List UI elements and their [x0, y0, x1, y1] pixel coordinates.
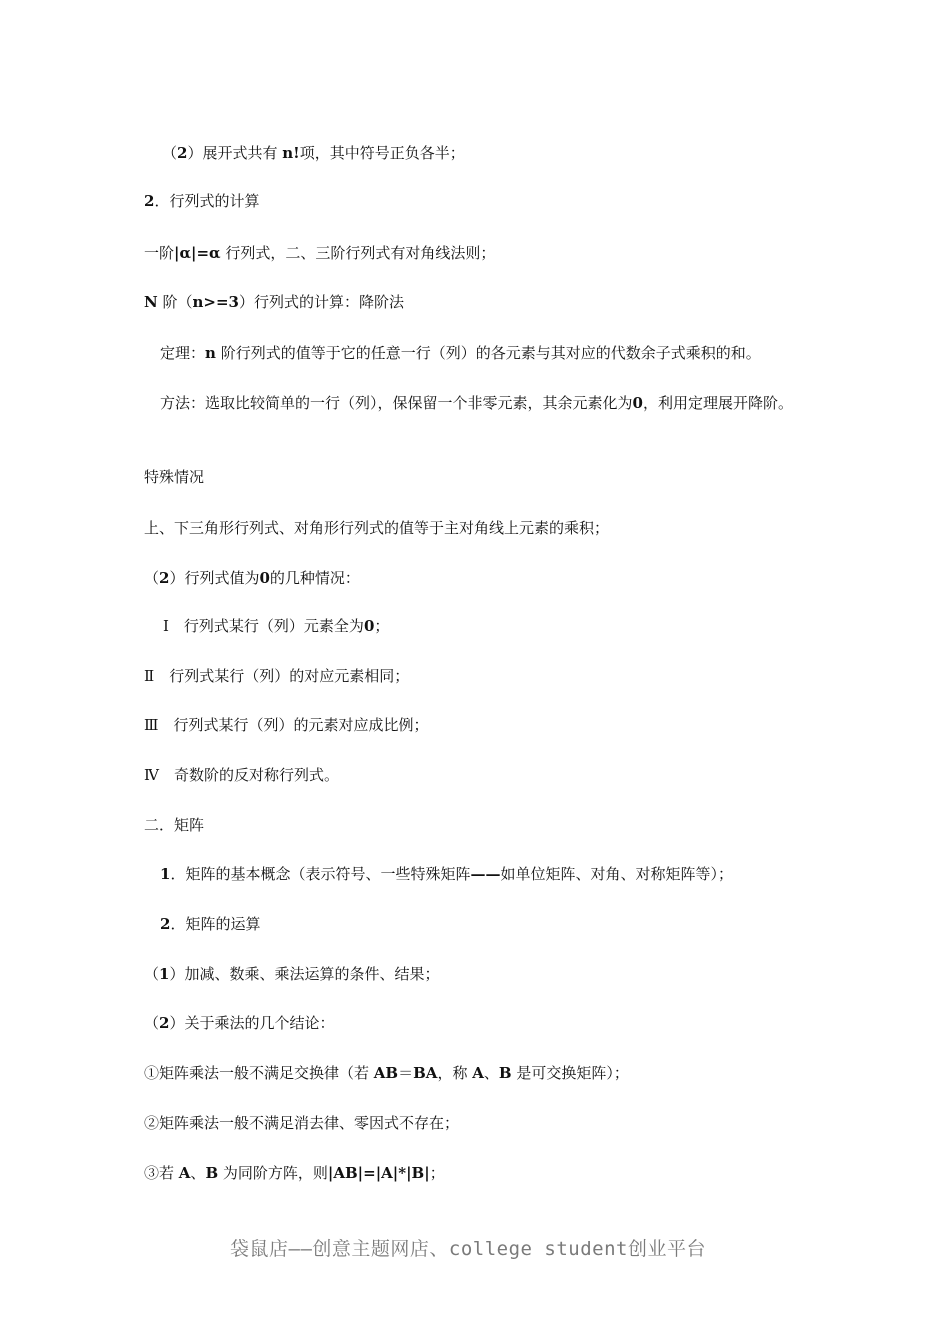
text-segment: 一阶 [144, 244, 175, 262]
text-line [144, 813, 204, 837]
text-segment: ）加减、数乘、乘法运算的条件、结果； [169, 965, 440, 983]
text-line [144, 241, 495, 265]
text-line [144, 962, 439, 986]
text-segment: B [498, 1064, 512, 1082]
text-segment: 1 [160, 865, 171, 883]
text-line [160, 862, 733, 886]
text-segment: A [472, 1064, 484, 1082]
text-segment: 如单位矩阵、对角、对称矩阵等）； [500, 865, 733, 883]
text-line [144, 1061, 629, 1085]
text-line [144, 763, 339, 787]
text-segment: A [178, 1164, 191, 1182]
text-segment: ）展开式共有 [187, 144, 283, 162]
text-line [144, 290, 404, 314]
text-segment: 为同阶方阵，则 [218, 1164, 328, 1182]
text-segment: ．矩阵的运算 [170, 915, 261, 933]
text-segment: n [205, 344, 216, 362]
text-segment: 阶行列式的值等于它的任意一行（列）的各元素与其对应的代数余子式乘积的和。 [215, 344, 761, 362]
text-line [160, 341, 761, 365]
text-segment: n>=3 [192, 293, 239, 311]
text-line [162, 141, 465, 165]
text-line [144, 713, 428, 737]
text-segment: 0 [259, 569, 270, 587]
text-segment: ； [374, 617, 390, 635]
text-segment: Ⅳ 奇数阶的反对称行列式。 [144, 766, 339, 784]
text-segment: 的几种情况： [269, 569, 360, 587]
text-segment: 2 [160, 915, 171, 933]
text-segment: ，称 [437, 1064, 473, 1082]
text-segment: ．行列式的计算 [154, 192, 260, 210]
text-segment: 特殊情况 [144, 468, 205, 486]
text-segment: （ [144, 569, 160, 587]
text-segment: |α|=α [174, 244, 221, 262]
text-segment: 二．矩阵 [144, 816, 205, 834]
text-segment: （ [162, 144, 178, 162]
text-segment: （ [144, 1014, 160, 1032]
text-line [144, 516, 609, 540]
text-segment: 2 [159, 569, 170, 587]
text-segment: 、 [483, 1064, 499, 1082]
text-line [144, 1011, 334, 1035]
text-segment: ）行列式值为 [169, 569, 260, 587]
text-segment: |AB|=|A|*|B| [327, 1164, 430, 1182]
text-segment: ．矩阵的基本概念（表示符号、一些特殊矩阵 [170, 865, 471, 883]
text-segment: 1 [159, 965, 170, 983]
text-segment: —— [470, 865, 501, 883]
text-segment: Ⅰ 行列式某行（列）元素全为 [163, 617, 364, 635]
text-line [163, 614, 389, 638]
text-line [144, 465, 204, 489]
text-segment: 2 [177, 144, 188, 162]
text-segment: AB [373, 1064, 399, 1082]
text-segment: B [205, 1164, 219, 1182]
text-segment: N [144, 293, 158, 311]
text-line [144, 664, 409, 688]
text-segment: 阶（ [157, 293, 193, 311]
text-segment: ）关于乘法的几个结论： [169, 1014, 335, 1032]
text-segment: Ⅱ 行列式某行（列）的对应元素相同； [144, 667, 410, 685]
text-segment: 项，其中符号正负各半； [299, 144, 465, 162]
text-line [144, 566, 360, 590]
text-segment: ②矩阵乘法一般不满足消去律、零因式不存在； [144, 1114, 460, 1132]
footer-watermark: 袋鼠店——创意主题网店、college student创业平台 [230, 1238, 706, 1260]
text-segment: ＝ [398, 1064, 414, 1082]
text-segment: ①矩阵乘法一般不满足交换律（若 [144, 1064, 374, 1082]
text-segment: 行列式，二、三阶行列式有对角线法则； [220, 244, 496, 262]
text-line [144, 1161, 445, 1185]
text-line [160, 912, 260, 936]
text-segment: 上、下三角形行列式、对角形行列式的值等于主对角线上元素的乘积； [144, 519, 610, 537]
text-segment: 2 [144, 192, 155, 210]
text-segment: 0 [632, 394, 643, 412]
text-segment: （ [144, 965, 160, 983]
text-segment: 2 [159, 1014, 170, 1032]
text-segment: 定理： [160, 344, 206, 362]
text-line [144, 1111, 459, 1135]
text-segment: 是可交换矩阵）； [511, 1064, 629, 1082]
text-segment: 、 [190, 1164, 206, 1182]
text-segment: n! [282, 144, 300, 162]
text-segment: ，利用定理展开降阶。 [642, 394, 793, 412]
text-segment: ）行列式的计算：降阶法 [238, 293, 404, 311]
text-segment: BA [413, 1064, 438, 1082]
text-segment: 0 [363, 617, 375, 635]
text-segment: 方法：选取比较简单的一行（列），保保留一个非零元素，其余元素化为 [160, 394, 633, 412]
text-line [144, 391, 816, 415]
text-segment: Ⅲ 行列式某行（列）的元素对应成比例； [144, 716, 429, 734]
text-segment: ③若 [144, 1164, 179, 1182]
text-line [144, 189, 259, 213]
text-segment: ； [429, 1164, 445, 1182]
